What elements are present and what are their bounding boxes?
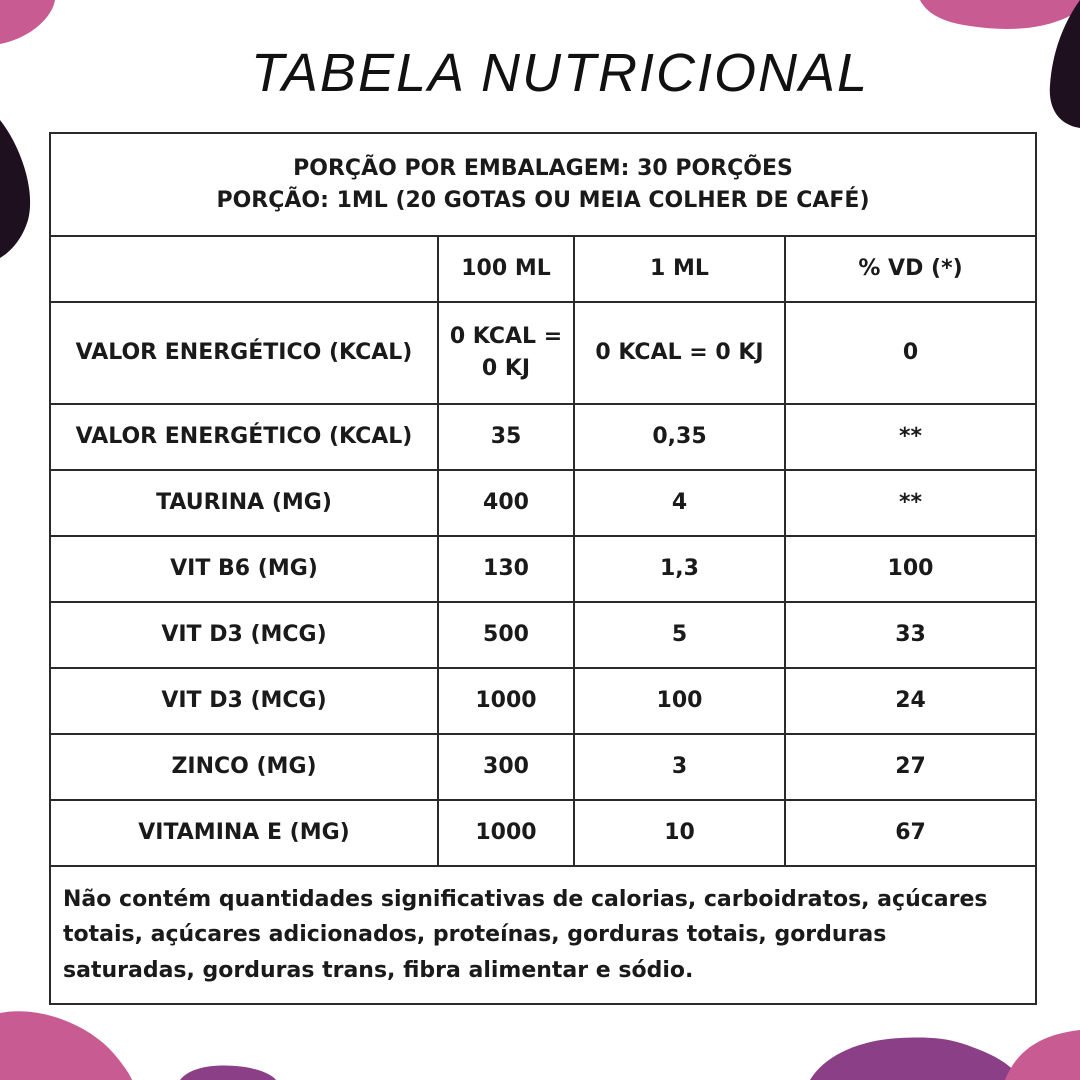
value-1ml: 1,3 (574, 536, 785, 602)
decorative-blob-bottom-right (780, 1000, 1080, 1080)
nutrient-name: VIT B6 (MG) (50, 536, 438, 602)
column-header-vd: % VD (*) (785, 236, 1036, 302)
value-1ml: 3 (574, 734, 785, 800)
nutrient-name: TAURINA (MG) (50, 470, 438, 536)
table-row (50, 302, 1036, 404)
value-1ml: 5 (574, 602, 785, 668)
value-1ml: 0,35 (574, 404, 785, 470)
value-100ml: 130 (438, 536, 574, 602)
table-row (50, 602, 1036, 668)
value-100ml: 400 (438, 470, 574, 536)
value-100ml: 35 (438, 404, 574, 470)
nutrient-name: VALOR ENERGÉTICO (KCAL) (50, 302, 438, 404)
decorative-blob-left (0, 120, 40, 260)
table-row (50, 734, 1036, 800)
table-row (50, 800, 1036, 866)
value-vd: ** (785, 404, 1036, 470)
table-row (50, 668, 1036, 734)
value-vd: 33 (785, 602, 1036, 668)
nutrient-name: VIT D3 (MCG) (50, 602, 438, 668)
portion-header (50, 133, 1036, 236)
value-vd: 100 (785, 536, 1036, 602)
value-vd: 27 (785, 734, 1036, 800)
decorative-blob-bottom-left (0, 1005, 280, 1080)
nutrient-name: VITAMINA E (MG) (50, 800, 438, 866)
value-1ml: 4 (574, 470, 785, 536)
value-vd: 24 (785, 668, 1036, 734)
table-row (50, 536, 1036, 602)
portion-header-row (50, 133, 1036, 236)
value-1ml: 10 (574, 800, 785, 866)
value-100ml: 1000 (438, 668, 574, 734)
nutrient-name: ZINCO (MG) (50, 734, 438, 800)
value-1ml: 100 (574, 668, 785, 734)
footer-note: Não contém quantidades significativas de calorias, carboidratos, açúcares totais, açúcares adicionados, proteínas, gorduras totais, gorduras saturadas, gorduras trans, fibra alimentar e sódio. (50, 866, 1036, 1004)
value-100ml: 1000 (438, 800, 574, 866)
table-row (50, 470, 1036, 536)
value-vd: ** (785, 470, 1036, 536)
column-header-row (50, 236, 1036, 302)
nutrient-name: VALOR ENERGÉTICO (KCAL) (50, 404, 438, 470)
value-vd: 0 (785, 302, 1036, 404)
value-1ml: 0 KCAL = 0 KJ (574, 302, 785, 404)
column-header-nutrient (50, 236, 438, 302)
table-row (50, 404, 1036, 470)
column-header-100ml: 100 ML (438, 236, 574, 302)
portion-per-package: PORÇÃO POR EMBALAGEM: 30 PORÇÕES (293, 155, 793, 181)
nutrient-name: VIT D3 (MCG) (50, 668, 438, 734)
value-100ml: 300 (438, 734, 574, 800)
nutrition-table (49, 132, 1037, 1005)
value-100ml: 500 (438, 602, 574, 668)
footer-row (50, 866, 1036, 1004)
portion-size: PORÇÃO: 1ML (20 GOTAS OU MEIA COLHER DE CAFÉ) (216, 187, 870, 213)
value-100ml: 0 KCAL = 0 KJ (438, 302, 574, 404)
column-header-1ml: 1 ML (574, 236, 785, 302)
page-title: TABELA NUTRICIONAL (250, 43, 870, 103)
value-vd: 67 (785, 800, 1036, 866)
